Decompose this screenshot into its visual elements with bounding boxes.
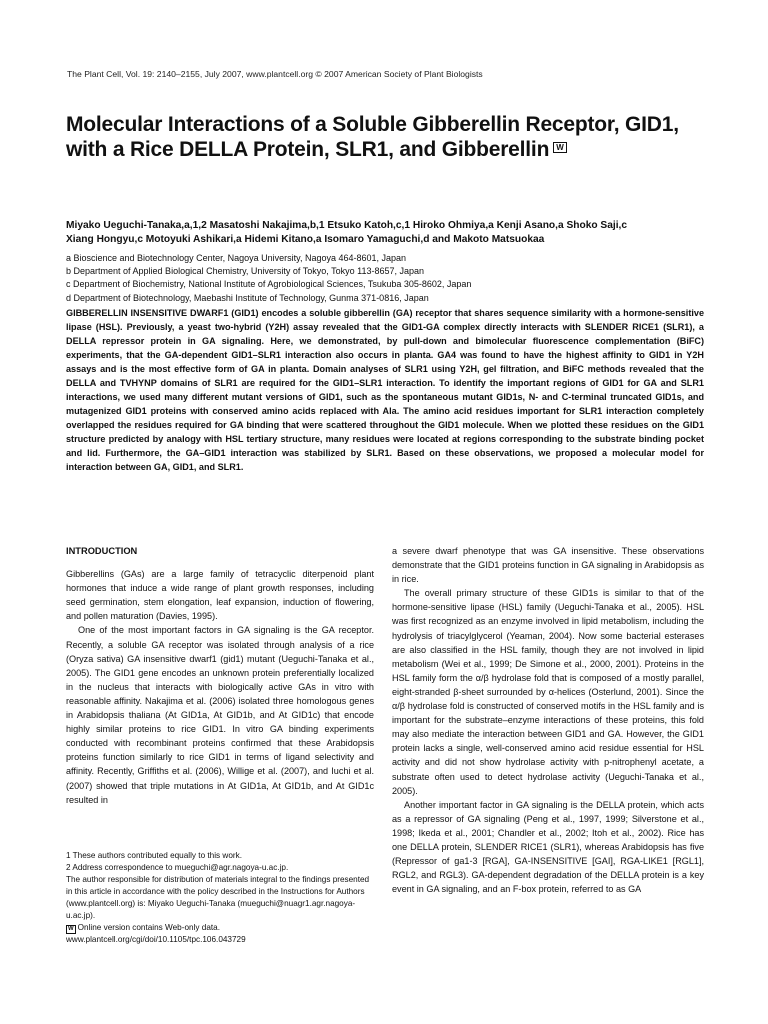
intro-paragraph-2: One of the most important factors in GA signaling is the GA receptor. Recently, a soluble GA receptor was isolated through analysis of a rice (Oryza sativa) GA insensitive dwarf1 (gid1) mutant (Ueguchi-Tanaka et al., 2005). The GID1 gene encodes an unknown protein preferentially localized in the nucleus that interacts with biologically active GAs in vitro with reasonable affinity. Nakajima et al. (2006) isolated three homologous genes in Arabidopsis thaliana (At GID1a, At GID1b, and At GID1c) that encode highly similar proteins to rice GID1. In vitro GA binding experiments conducted with recombinant proteins confirmed that these Arabidopsis proteins function similarly to rice GID1 in terms of ligand selectivity and affinity. Recently, Griffiths et al. (2006), Willige et al. (2007), and Iuchi et al. (2007) showed that triple mutations in At GID1a, At GID1b, and At GID1c resulted in	[66, 625, 374, 805]
footnote-doi[interactable]: www.plantcell.org/cgi/doi/10.1105/tpc.106.043729	[66, 935, 246, 944]
affiliation-b: b Department of Applied Biological Chemistry, University of Tokyo, Tokyo 113-8657, Japan	[66, 266, 425, 277]
affiliation-a: a Bioscience and Biotechnology Center, Nagoya University, Nagoya 464-8601, Japan	[66, 253, 407, 263]
footnotes	[66, 850, 374, 946]
paper-title	[66, 112, 706, 162]
left-column	[66, 540, 374, 807]
right-paragraph-3: Another important factor in GA signaling is the DELLA protein, which acts as a repressor of GA signaling (Peng et al., 1997, 1999; Silverstone et al., 1998; Ikeda et al., 2001; Chandler et al., 2002; Itoh et al., 2002). Rice has one DELLA protein, SLENDER RICE1 (SLR1), whereas Arabidopsis has five (Repressor of ga1-3 [RGA], GA-INSENSITIVE [GAI], RGA-LIKE1 [RGL1], RGL2, and RGL3). GA-dependent degradation of the DELLA protein is a key event in GA signaling, and an F-box protein, referred to as GA	[392, 799, 704, 895]
author-line-2: Xiang Hongyu,c Motoyuki Ashikari,a Hidemi Kitano,a Isomaro Yamaguchi,d and Makoto Matsuokaa	[66, 234, 545, 245]
right-column	[392, 544, 704, 896]
affiliation-d: d Department of Biotechnology, Maebashi Institute of Technology, Gunma 371-0816, Japan	[66, 292, 429, 303]
web-only-data-icon: W	[553, 142, 566, 153]
footnote-web-data	[66, 922, 374, 934]
affiliations	[66, 252, 471, 305]
footnote-1: 1 These authors contributed equally to this work.	[66, 851, 242, 860]
footnote-web-data-text: Online version contains Web-only data.	[77, 923, 220, 932]
right-paragraph-1: a severe dwarf phenotype that was GA insensitive. These observations demonstrate that the GID1 proteins function in GA signaling in Arabidopsis as in rice.	[392, 546, 704, 585]
footnote-2: 2 Address correspondence to mueguchi@agr.nagoya-u.ac.jp.	[66, 863, 289, 872]
footnote-responsible-author: The author responsible for distribution of materials integral to the findings presented in this article in accordance with the policy described in the Instructions for Authors (www.plantcell.org) is: Miyako Ueguchi-Tanaka (mueguchi@nuagr1.agr.nagoya-u.ac.jp).	[66, 875, 370, 920]
web-only-data-icon: W	[68, 926, 74, 932]
author-list	[66, 219, 716, 247]
intro-paragraph-1: Gibberellins (GAs) are a large family of tetracyclic diterpenoid plant hormones that induce a wide range of plant growth responses, including seed germination, stem elongation, leaf expansion, induction of flowering, and pollen maturation (Davies, 1995).	[66, 569, 374, 622]
right-paragraph-2: The overall primary structure of these GID1s is similar to that of the hormone-sensitive lipase (HSL) family (Ueguchi-Tanaka et al., 2005). HSL was first recognized as an enzyme involved in lipid metabolism, including the hydrolysis of triacylglycerol (Yeaman, 2004). Now some bacterial esterases are also classified in the HSL family, though they are not involved in lipid metabolism (Wei et al., 1999; De Simone et al., 2000, 2001). Proteins in the HSL family form the α/β hydrolase fold that is composed of a mostly parallel, eight-stranded β-sheet surrounded by α-helices (Osterlund, 2001). Since the α/β hydrolase fold is constructed of conserved motifs in the HSL family and is important for the substrate–enzyme interactions of these proteins, this fold may also mediate the interaction between GID1 and GA. However, the GID1 protein lacks a single, well-conserved amino acid residue essential for HSL activity and did not show hydrolase activity with p-nitrophenyl acetate, a substrate often used to detect hydrolase activity (Ueguchi-Tanaka et al., 2005).	[392, 588, 704, 796]
journal-citation: The Plant Cell, Vol. 19: 2140–2155, July 2007, www.plantcell.org © 2007 American Society of Plant Biologists	[67, 69, 483, 79]
author-line-1: Miyako Ueguchi-Tanaka,a,1,2 Masatoshi Nakajima,b,1 Etsuko Katoh,c,1 Hiroko Ohmiya,a Kenji Asano,a Shoko Saji,c	[66, 220, 628, 231]
paper-title-text: Molecular Interactions of a Soluble Gibberellin Receptor, GID1, with a Rice DELLA Protein, SLR1, and Gibberellin	[66, 113, 679, 161]
affiliation-c: c Department of Biochemistry, National Institute of Agrobiological Sciences, Tsukuba 305-8602, Japan	[66, 279, 472, 290]
abstract: GIBBERELLIN INSENSITIVE DWARF1 (GID1) encodes a soluble gibberellin (GA) receptor that shares sequence similarity with a hormone-sensitive lipase (HSL). Previously, a yeast two-hybrid (Y2H) assay revealed that the GID1-GA complex directly interacts with SLENDER RICE1 (SLR1), a DELLA repressor protein in GA signaling. Here, we demonstrated, by pull-down and bimolecular fluorescence complementation (BiFC) experiments, that the GA-dependent GID1–SLR1 interaction also occurs in planta. GA4 was found to have the highest affinity to GID1 in Y2H assays and is the most effective form of GA in planta. Domain analyses of SLR1 using Y2H, gel filtration, and BiFC methods revealed that the DELLA and TVHYNP domains of SLR1 are required for the GID1–SLR1 interaction. To identify the important regions of GID1 for GA and SLR1 interactions, we used many different mutant versions of GID1, such as the spontaneous mutant GID1s, N- and C-terminal truncated GID1s, and mutagenized GID1 proteins with conserved amino acids replaced with Ala. The amino acid residues important for SLR1 interaction completely overlapped the residues required for GA binding that were scattered throughout the GID1 molecule. When we plotted these residues on the GID1 structure predicted by analogy with HSL tertiary structure, many residues were located at regions corresponding to the substrate binding pocket and lid. Furthermore, the GA–GID1 interaction was stabilized by SLR1. Based on these observations, we proposed a molecular model for interaction between GA, GID1, and SLR1.	[66, 308, 704, 472]
introduction-heading: INTRODUCTION	[66, 546, 138, 556]
